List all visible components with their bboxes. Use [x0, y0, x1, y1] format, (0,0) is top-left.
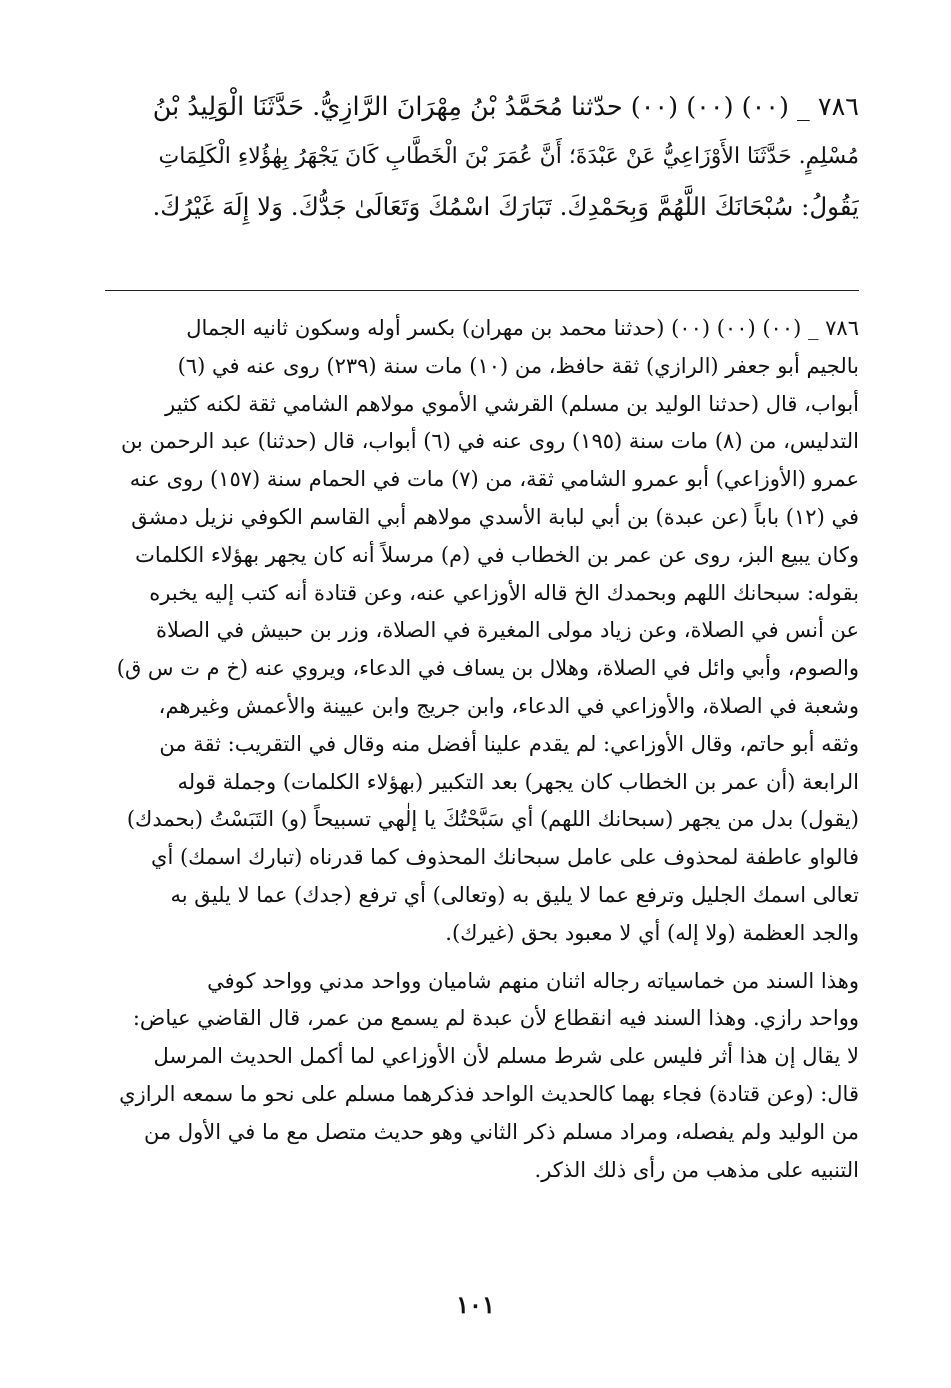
hadith-line: مُسْلِمٍ. حَدَّثَنَا الأَوْزَاعِيُّ عَنْ عَبْدَةَ؛ أَنَّ عُمَرَ بْنَ الْخَطَّابِ كَانَ يَجْهَرُ بِهٰؤُلاءِ الْكَلِمَاتِ [158, 144, 859, 169]
hadith-text [150, 82, 859, 232]
commentary-line: بالجيم أبو جعفر (الرازي) ثقة حافظ، من (١٠) مات سنة (٢٣٩) روى عنه في (٦) [177, 353, 859, 378]
commentary-line: وشعبة في الصلاة، والأوزاعي في الدعاء، وابن جريج وابن عيينة والأعمش وغيرهم، [158, 693, 859, 718]
note-line: لا يقال إن هذا أثر فليس على شرط مسلم لأن الأوزاعي لما أكمل الحديث المرسل [153, 1044, 859, 1069]
hadith-line: ٧٨٦ _ (٠٠) (٠٠) (٠٠) حدّثنا مُحَمَّدُ بْنُ مِهْرَانَ الرَّازِيُّ. حَدَّثَنَا الْوَلِيدُ بْنُ [152, 92, 859, 122]
commentary-line: وثقه أبو حاتم، وقال الأوزاعي: لم يقدم علينا أفضل منه وقال في التقريب: ثقة من [159, 731, 859, 756]
commentary-line: تعالى اسمك الجليل وترفع عما لا يليق به (وتعالى) أي ترفع (جدك) عما لا يليق به [170, 882, 859, 907]
footnote-divider [105, 290, 859, 291]
commentary-line: (يقول) بدل من يجهر (سبحانك اللهم) أي سَبَّحْتُكَ يا إلٰهي تسبيحاً (و) التَبَسْتُ (بحمدك) [126, 807, 859, 832]
commentary-line: التدليس، من (٨) مات سنة (١٩٥) روى عنه في (٦) أبواب، قال (حدثنا) عبد الرحمن بن [120, 429, 859, 454]
commentary-line: وكان يبيع البز، روى عن عمر بن الخطاب في (م) مرسلاً أنه كان يجهر بهؤلاء الكلمات [135, 542, 859, 567]
page-number: ١٠١ [456, 1290, 495, 1319]
commentary-line: بقوله: سبحانك اللهم وبحمدك الخ قاله الأوزاعي عنه، وعن قتادة أنه كتب إليه يخبره [149, 580, 859, 605]
note-line: قال: (وعن قتادة) فجاء بهما كالحديث الواحد فذكرهما مسلم على نحو ما سمعه الرازي [119, 1081, 859, 1106]
commentary-line: عمرو (الأوزاعي) أبو عمرو الشامي ثقة، من (٧) مات في الحمام سنة (١٥٧) روى عنه [129, 467, 859, 492]
note-line: وواحد رازي. وهذا السند فيه انقطاع لأن عبدة لم يسمع من عمر، قال القاضي عياض: [132, 1006, 859, 1031]
commentary-line: عن أنس في الصلاة، وعن زياد مولى المغيرة في الصلاة، وزر بن حبيش في الصلاة [155, 618, 859, 643]
commentary-line: في (١٢) باباً (عن عبدة) بن أبي لبابة الأسدي مولاهم أبي القاسم الكوفي نزيل دمشق [131, 504, 859, 529]
note-line: وهذا السند من خماسياته رجاله اثنان منهم شاميان وواحد مدني وواحد كوفي [207, 968, 859, 993]
paragraph-gap [105, 953, 859, 963]
commentary-line: والصوم، وأبي وائل في الصلاة، وهلال بن يساف في الدعاء، ويروي عنه (خ م ت س ق) [116, 656, 859, 681]
hadith-line: يَقُولُ: سُبْحَانَكَ اللَّهُمَّ وَبِحَمْدِكَ. تَبَارَكَ اسْمُكَ وَتَعَالَىٰ جَدُّكَ. وَلا إِلَهَ غَيْرُكَ. [152, 192, 859, 221]
commentary-line: ٧٨٦ _ (٠٠) (٠٠) (٠٠) (حدثنا محمد بن مهران) بكسر أوله وسكون ثانيه الجمال [186, 316, 859, 340]
note-line: التنبيه على مذهب من رأى ذلك الذكر. [534, 1157, 859, 1182]
note-line: من الوليد ولم يفصله، ومراد مسلم ذكر الثاني وهو حديث متصل مع ما في الأول من [143, 1119, 859, 1144]
commentary-text [105, 310, 859, 1189]
commentary-line: أبواب، قال (حدثنا الوليد بن مسلم) القرشي الأموي مولاهم الشامي ثقة لكنه كثير [165, 391, 859, 416]
commentary-line: فالواو عاطفة لمحذوف على عامل سبحانك المحذوف كما قدرناه (تبارك اسمك) أي [151, 845, 859, 870]
commentary-line: والجد العظمة (ولا إله) أي لا معبود بحق (غيرك). [445, 920, 859, 945]
commentary-line: الرابعة (أن عمر بن الخطاب كان يجهر) بعد التكبير (بهؤلاء الكلمات) وجملة قوله [177, 769, 859, 794]
